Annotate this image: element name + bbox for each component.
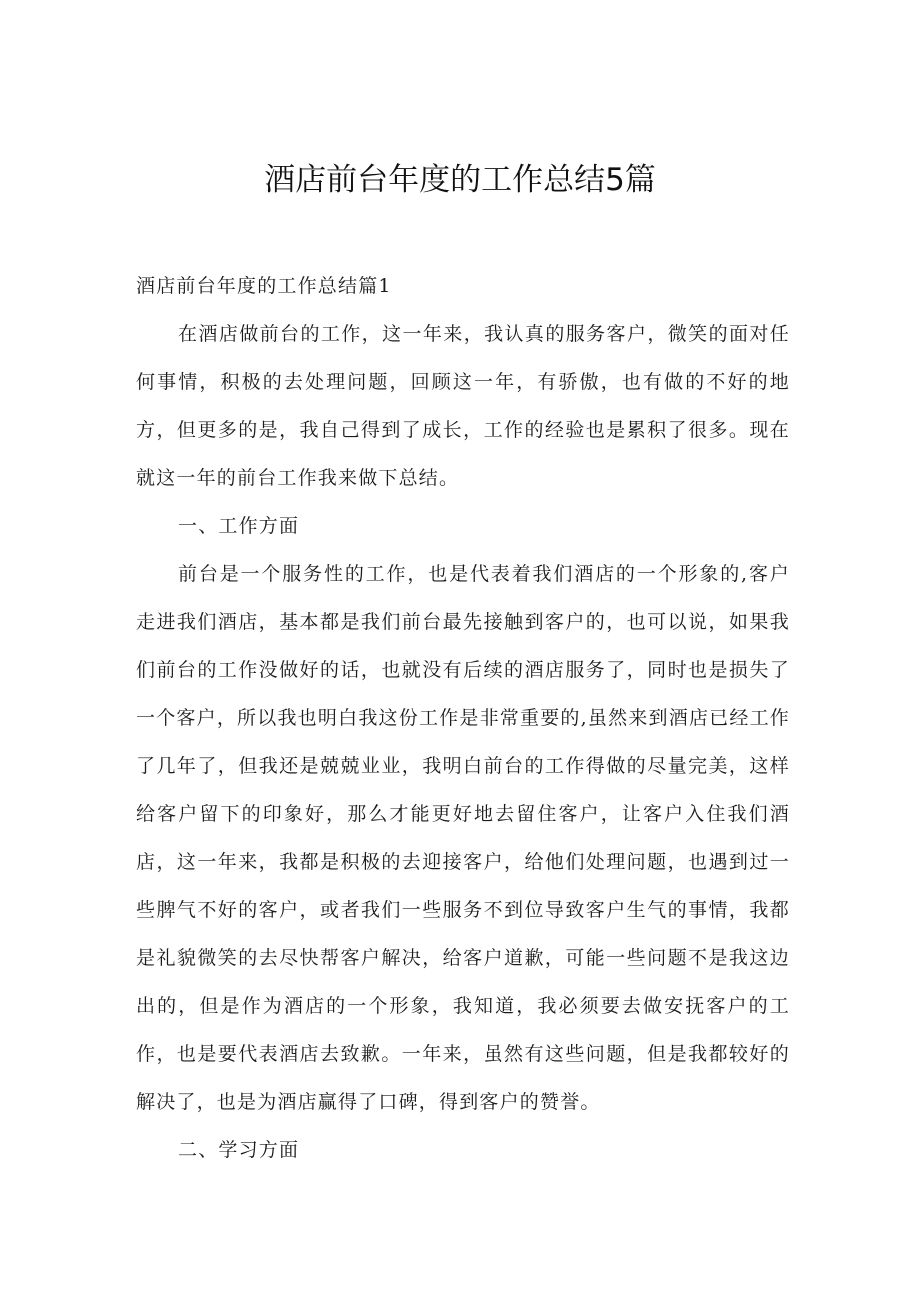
section-heading-work: 一、工作方面 [178, 515, 300, 537]
section-heading-study: 二、学习方面 [178, 1139, 300, 1161]
sub-heading: 酒店前台年度的工作总结篇1 [136, 275, 392, 297]
document-body [136, 262, 790, 1174]
paragraph-work: 前台是一个服务性的工作，也是代表着我们酒店的一个形象的,客户走进我们酒店，基本都是我们前台最先接触到客户的，也可以说，如果我们前台的工作没做好的话，也就没有后续的酒店服务了，同时也是损失了一个客户，所以我也明白我这份工作是非常重要的,虽然来到酒店已经工作了几年了，但我还是兢兢业业，我明白前台的工作得做的尽量完美，这样给客户留下的印象好，那么才能更好地去留住客户，让客户入住我们酒店，这一年来，我都是积极的去迎接客户，给他们处理问题，也遇到过一些脾气不好的客户，或者我们一些服务不到位导致客户生气的事情，我都是礼貌微笑的去尽快帮客户解决，给客户道歉，可能一些问题不是我这边出的，但是作为酒店的一个形象，我知道，我必须要去做安抚客户的工作，也是要代表酒店去致歉。一年来，虽然有这些问题，但是我都较好的解决了，也是为酒店赢得了口碑，得到客户的赞誉。 [136, 563, 790, 1113]
document-title: 酒店前台年度的工作总结5篇 [264, 162, 656, 198]
paragraph-intro: 在酒店做前台的工作，这一年来，我认真的服务客户，微笑的面对任何事情，积极的去处理问题，回顾这一年，有骄傲，也有做的不好的地方，但更多的是，我自己得到了成长，工作的经验也是累积了很多。现在就这一年的前台工作我来做下总结。 [136, 323, 790, 489]
